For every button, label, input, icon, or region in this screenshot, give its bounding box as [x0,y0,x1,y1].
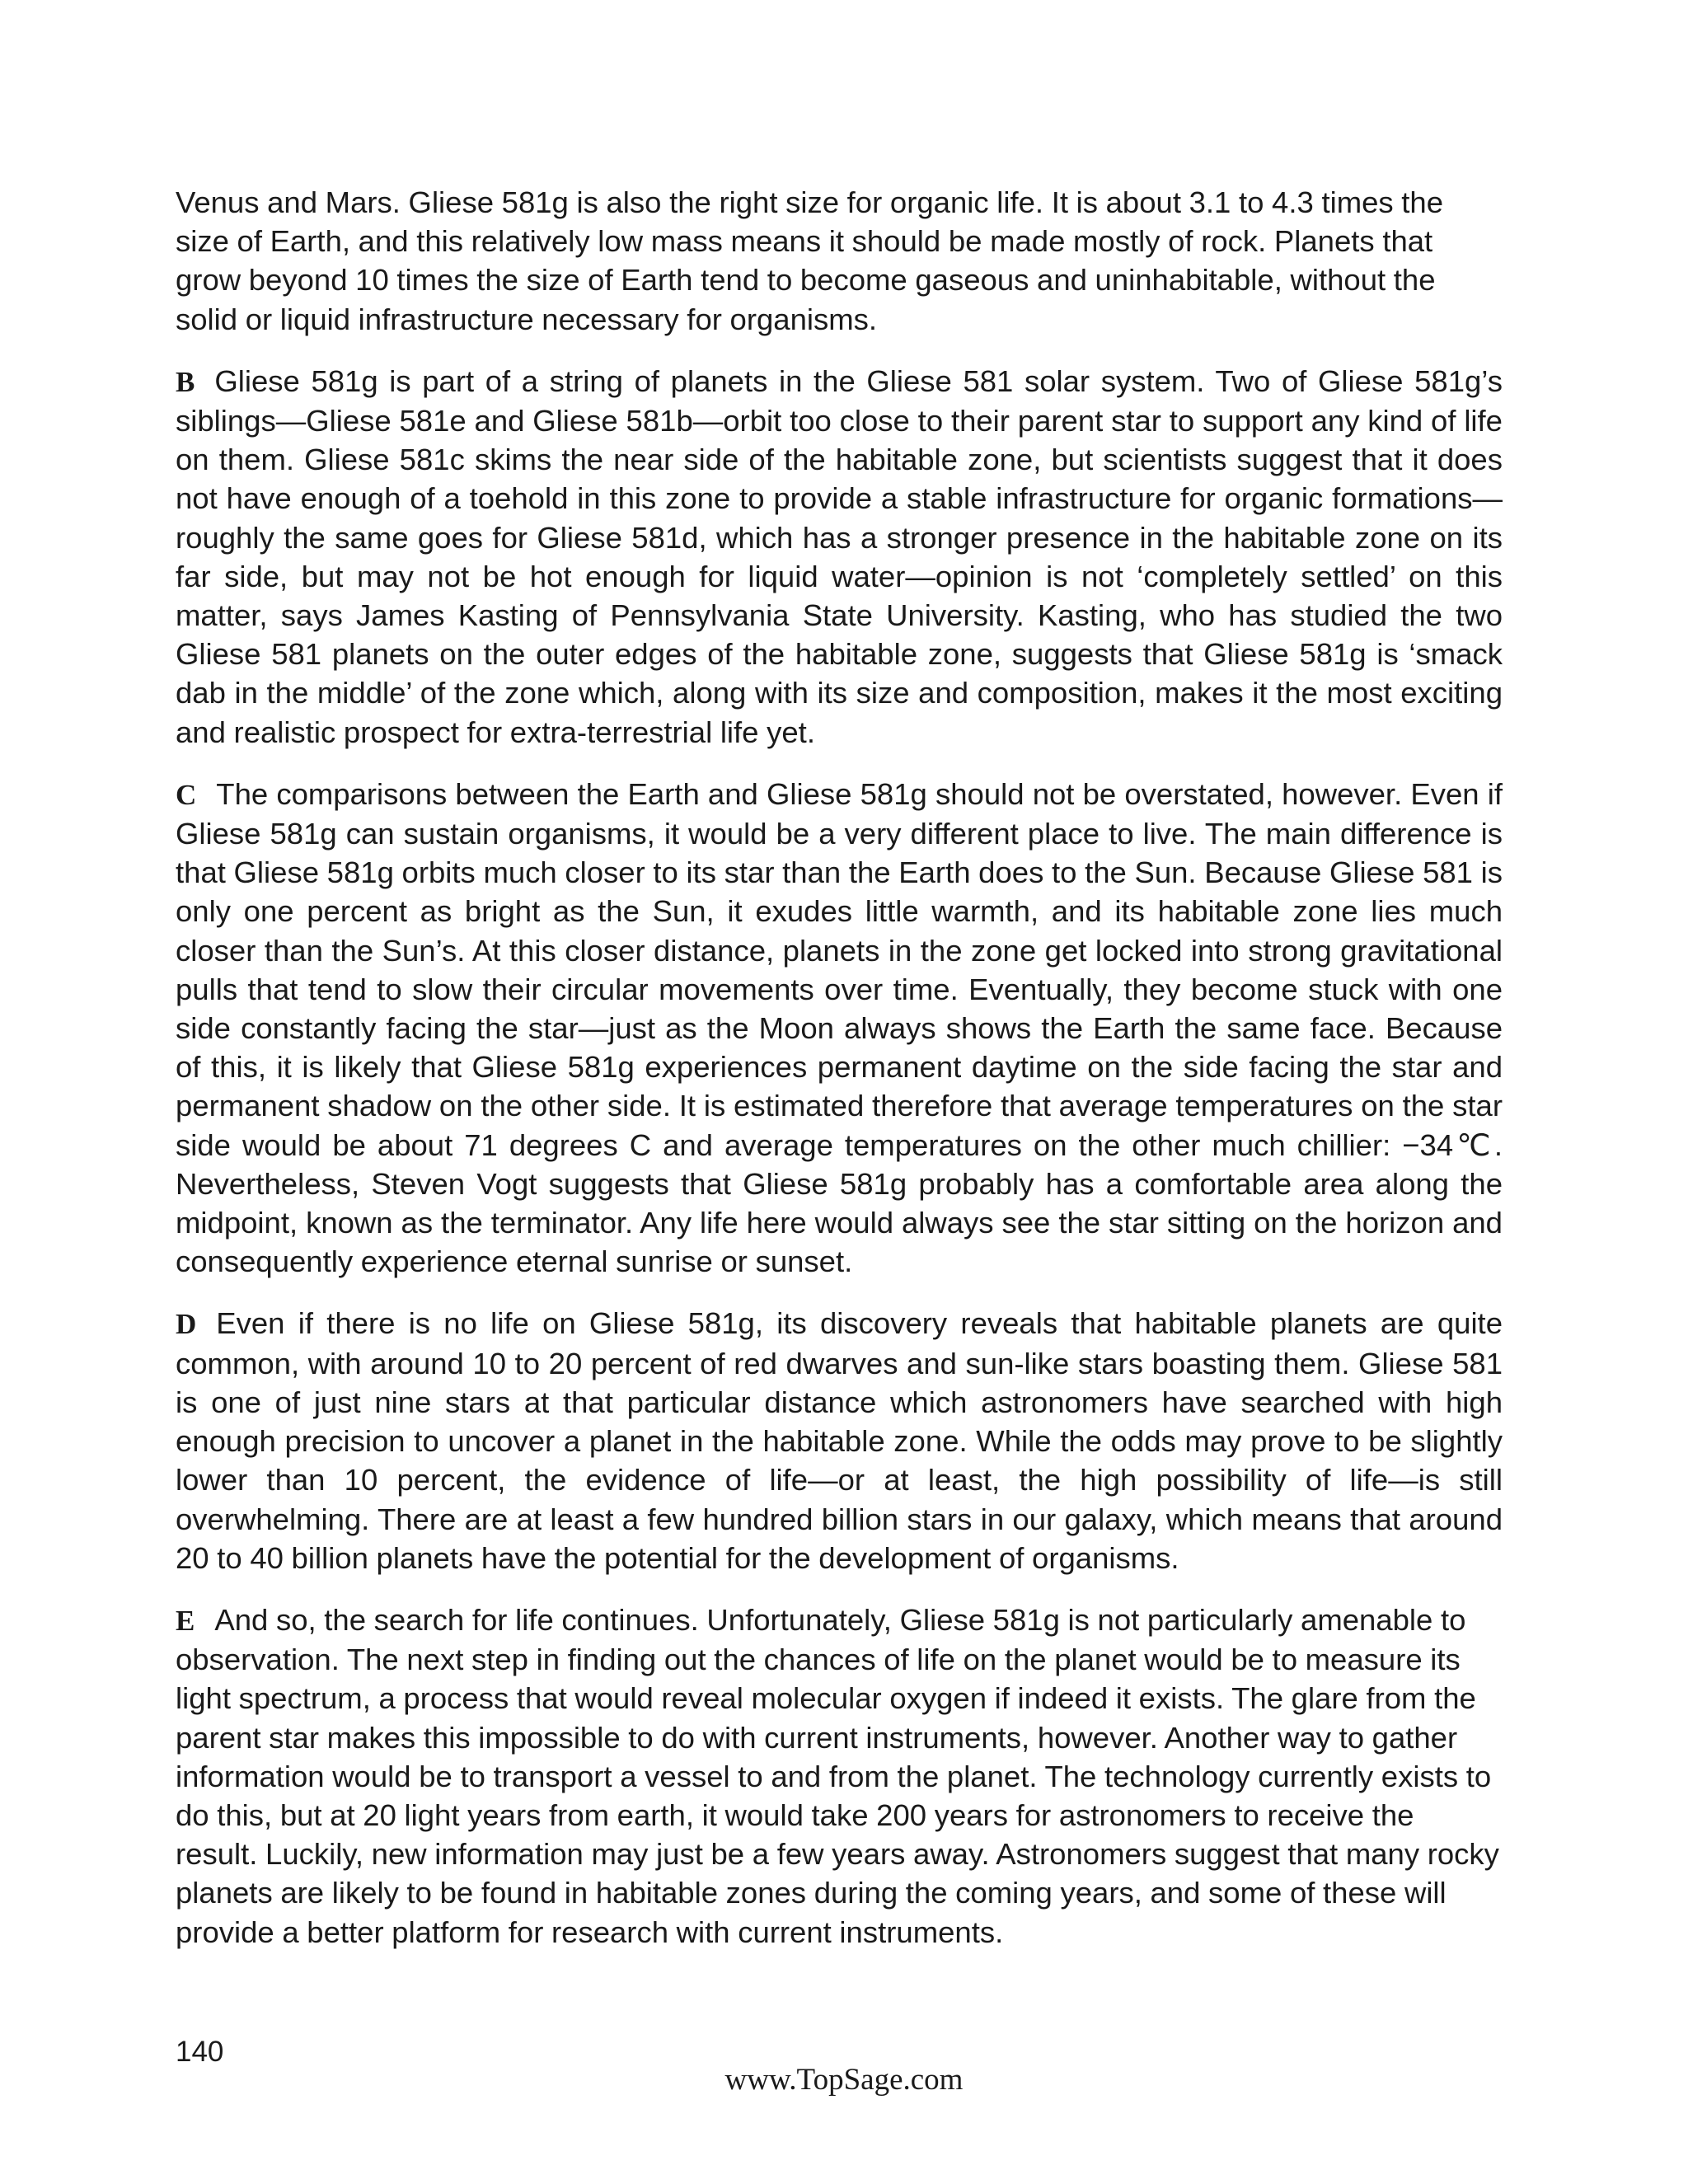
paragraph-b [176,362,1503,752]
paragraph-e-letter: E [176,1604,195,1637]
paragraph-d-text: Even if there is no life on Gliese 581g, its discovery reveals that habitable planets are quite common, with around 10 to 20 percent of red dwarves and sun-like stars boasting them. Gliese 581 is one of just nine stars at that particular distance which astronomers have searched with high enough precision to uncover a planet in the habitable zone. While the odds may prove to be slightly lower than 10 percent, the evidence of life—or at least, the high possibility of life—is still overwhelming. There are at least a few hundred billion stars in our galaxy, which means that around 20 to 40 billion planets have the potential for the development of organisms. [176,1306,1503,1575]
paragraph-b-letter: B [176,365,195,398]
footer-url[interactable]: www.TopSage.com [724,2063,964,2097]
intro-paragraph [176,183,1503,339]
paragraph-d-letter: D [176,1308,197,1341]
intro-paragraph-text: Venus and Mars. Gliese 581g is also the right size for organic life. It is about 3.1 to 4.3 times the size of Earth, and this relatively low mass means it should be made mostly of rock. Planets that grow beyond 10 times the size of Earth tend to become gaseous and uninhabitable, without the solid or liquid infrastructure necessary for organisms. [176,185,1444,336]
page-body [176,183,1503,1975]
paragraph-c-text: The comparisons between the Earth and Gliese 581g should not be overstated, however. Even if Gliese 581g can sustain organisms, it would be a very different place to live. The main difference is that Gliese 581g orbits much closer to its star than the Earth does to the Sun. Because Gliese 581 is only one percent as bright as the Sun, it exudes little warmth, and its habitable zone lies much closer than the Sun’s. At this closer distance, planets in the zone get locked into strong gravitational pulls that tend to slow their circular movements over time. Eventually, they become stuck with one side constantly facing the star—just as the Moon always shows the Earth the same face. Because of this, it is likely that Gliese 581g experiences permanent daytime on the side facing the star and permanent shadow on the other side. It is estimated therefore that average temperatures on the star side would be about 71 degrees C and average temperatures on the other much chillier: −34℃. Nevertheless, Steven Vogt suggests that Gliese 581g probably has a comfortable area along the midpoint, known as the terminator. Any life here would always see the star sitting on the horizon and consequently experience eternal sunrise or sunset. [176,776,1503,1279]
page-number: 140 [176,2036,224,2068]
paragraph-e [176,1601,1503,1952]
paragraph-c-letter: C [176,778,197,811]
paragraph-c [176,775,1503,1282]
paragraph-b-text: Gliese 581g is part of a string of planets in the Gliese 581 solar system. Two of Gliese 581g’s siblings—Gliese 581e and Gliese 581b—orbit too close to their parent star to support any kind of life on them. Gliese 581c skims the near side of the habitable zone, but scientists suggest that it does not have enough of a toehold in this zone to provide a stable infrastructure for organic formations—roughly the same goes for Gliese 581d, which has a stronger presence in the habitable zone on its far side, but may not be hot enough for liquid water—opinion is not ‘completely settled’ on this matter, says James Kasting of Pennsylvania State University. Kasting, who has studied the two Gliese 581 planets on the outer edges of the habitable zone, suggests that Gliese 581g is ‘smack dab in the middle’ of the zone which, along with its size and composition, makes it the most exciting and realistic prospect for extra-terrestrial life yet. [176,363,1503,749]
paragraph-e-text: And so, the search for life continues. Unfortunately, Gliese 581g is not particularly amenable to observation. The next step in finding out the chances of life on the planet would be to measure its light spectrum, a process that would reveal molecular oxygen if indeed it exists. The glare from the parent star makes this impossible to do with current instruments, however. Another way to gather information would be to transport a vessel to and from the planet. The technology currently exists to do this, but at 20 light years from earth, it would take 200 years for astronomers to receive the result. Luckily, new information may just be a few years away. Astronomers suggest that many rocky planets are likely to be found in habitable zones during the coming years, and some of these will provide a better platform for research with current instruments. [176,1602,1499,1949]
paragraph-d [176,1304,1503,1577]
